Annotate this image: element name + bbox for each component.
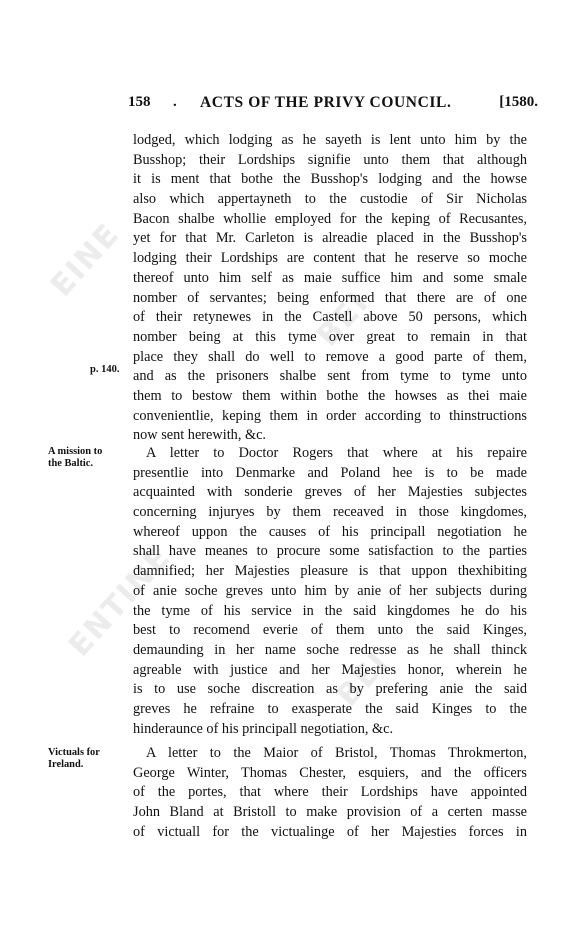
text-line: is to use soche discreation as by prefering anie the said [133,681,527,698]
margin-note-line: the Baltic. [48,457,94,469]
paragraph-mission-baltic [133,444,527,739]
text-line: demaunding in her name soche redresse as he shall thinck [133,641,527,658]
text-line: lodging their Lordships are content that he reserve so moche [133,250,527,267]
text-line: hinderaunce of his principall negotiation, &c. [133,720,394,737]
text-line: also which appertayneth to the custodie of Sir Nicholas [133,191,527,208]
watermark-text: ENTINE [62,539,179,664]
text-line: nomber of servantes; being enformed that there are of one [133,289,527,306]
text-line: acquainted with sonderie greves of her Majesties subjectes [133,484,527,501]
text-line: and as the prisoners shalbe sent from tyme to tyme unto [133,368,527,385]
text-line: presentlie into Denmarke and Poland hee is to be made [133,464,527,481]
text-line: the tyme of his service in the said kingdomes he do his [133,602,527,619]
text-line: it is ment that bothe the Busshop's lodging and the howse [133,171,527,188]
text-line: Busshop; their Lordships signifie unto them that although [133,151,527,168]
text-line: A letter to Doctor Rogers that where at his repaire [146,445,527,461]
text-line: shall have meanes to procure some satisfaction to the parties [133,543,527,560]
text-line: concerning injuryes by them receaved in those kingdomes, [133,504,527,521]
margin-note-ireland [48,747,128,770]
margin-note-line: A mission to [48,446,103,457]
margin-note-line: Ireland. [48,758,84,770]
watermark-text: BEI [310,285,377,354]
text-line: best to recomend everie of them unto the said Kinges, [133,622,527,639]
text-line: now sent herewith, &c. [133,427,267,444]
page-number: 158 [128,94,151,110]
margin-note-line: Victuals for [48,747,100,758]
paragraph-continuation [133,131,527,446]
text-line: of anie soche greves unto him by anie of her subjects during [133,582,527,599]
text-line: convenientlie, keping them in order according to thinstructions [133,407,527,424]
text-line: nomber being at this tyme over great to remain in that [133,328,527,345]
text-line: John Bland at Bristoll to make provision of a certen masse [133,804,527,821]
text-line: George Winter, Thomas Chester, esquiers, and the officers [133,764,527,781]
text-line: thereof unto him self as maie suffice him and some smale [133,269,527,286]
watermark-text: EINE [44,216,128,304]
text-line: agreable with justice and her Majesties honor, wherein he [133,661,527,678]
header-year: [1580. [499,94,538,110]
text-line: damnified; her Majesties pleasure is that uppon thexhibiting [133,563,527,580]
paragraph-victuals-ireland [133,744,527,842]
text-line: of the portes, that where their Lordships have appointed [133,784,527,801]
text-line: Bacon shalbe whollie employed for the keping of Recusantes, [133,210,527,227]
text-line: yet for that Mr. Carleton is alreadie placed in the Busshop's [133,230,527,247]
running-title: ACTS OF THE PRIVY COUNCIL. [200,94,452,111]
text-line: greves he refraine to exasperate the said Kinges to the [133,700,527,717]
watermark-text: BEI [330,645,397,714]
text-line: lodged, which lodging as he sayeth is lent unto him by the [133,132,527,148]
text-line: of their retynewes in the Castell above 50 persons, which [133,309,527,326]
text-line: A letter to the Maior of Bristol, Thomas Throkmerton, [146,745,527,761]
text-line: place they shall do well to remove a good parte of them, [133,348,527,365]
text-line: whereof uppon the causes of his principall negotiation he [133,523,527,540]
page-reference-note: p. 140. [90,364,120,375]
text-line: them to bestow them within bothe the howses as thei maie [133,387,527,404]
running-header [128,94,538,120]
header-dot: . [173,94,177,110]
margin-note-baltic [48,446,128,469]
text-line: of victuall for the victualinge of her Majesties forces in [133,823,527,840]
